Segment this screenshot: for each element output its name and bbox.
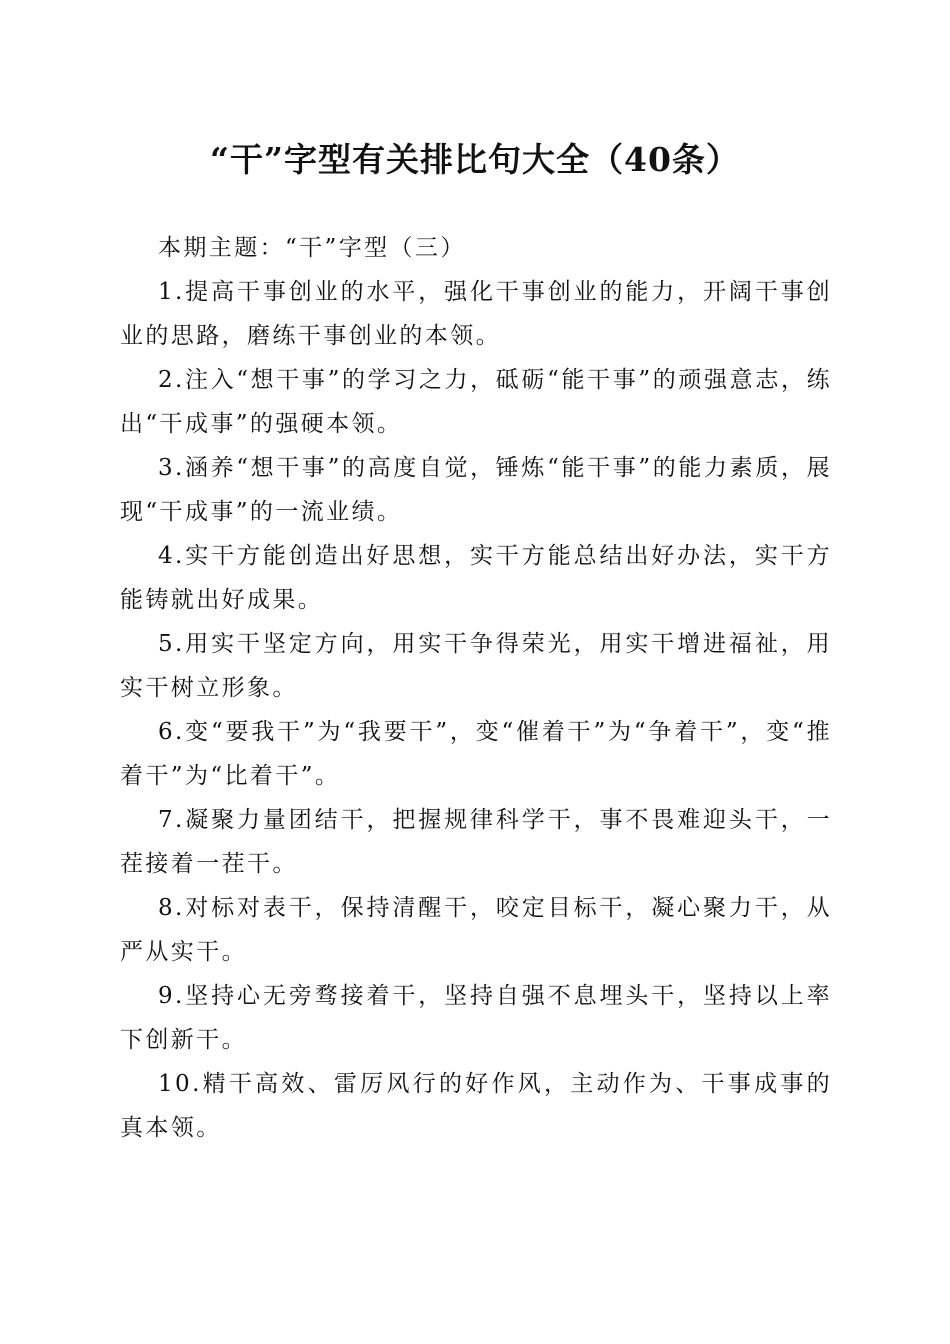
document-title: “干”字型有关排比句大全（40条） [210, 140, 740, 179]
theme-line: 本期主题：“干”字型（三） [158, 235, 466, 261]
list-item: 7.凝聚力量团结干，把握规律科学干，事不畏难迎头干，一茬接着一茬干。 [120, 807, 832, 877]
list-item: 2.注入“想干事”的学习之力，砥砺“能干事”的顽强意志，练出“干成事”的强硬本领。 [120, 367, 832, 437]
list-item: 10.精干高效、雷厉风行的好作风，主动作为、干事成事的真本领。 [120, 1071, 832, 1141]
list-item: 5.用实干坚定方向，用实干争得荣光，用实干增进福祉，用实干树立形象。 [120, 631, 832, 701]
list-item: 8.对标对表干，保持清醒干，咬定目标干，凝心聚力干，从严从实干。 [120, 895, 832, 965]
list-item: 9.坚持心无旁骛接着干，坚持自强不息埋头干，坚持以上率下创新干。 [120, 983, 832, 1053]
document-body [120, 226, 832, 1150]
list-item: 3.涵养“想干事”的高度自觉，锤炼“能干事”的能力素质，展现“干成事”的一流业绩。 [120, 455, 832, 525]
list-item: 4.实干方能创造出好思想，实干方能总结出好办法，实干方能铸就出好成果。 [120, 543, 832, 613]
list-item: 6.变“要我干”为“我要干”，变“催着干”为“争着干”，变“推着干”为“比着干”。 [120, 719, 832, 789]
list-item: 1.提高干事创业的水平，强化干事创业的能力，开阔干事创业的思路，磨练干事创业的本领。 [120, 279, 832, 349]
